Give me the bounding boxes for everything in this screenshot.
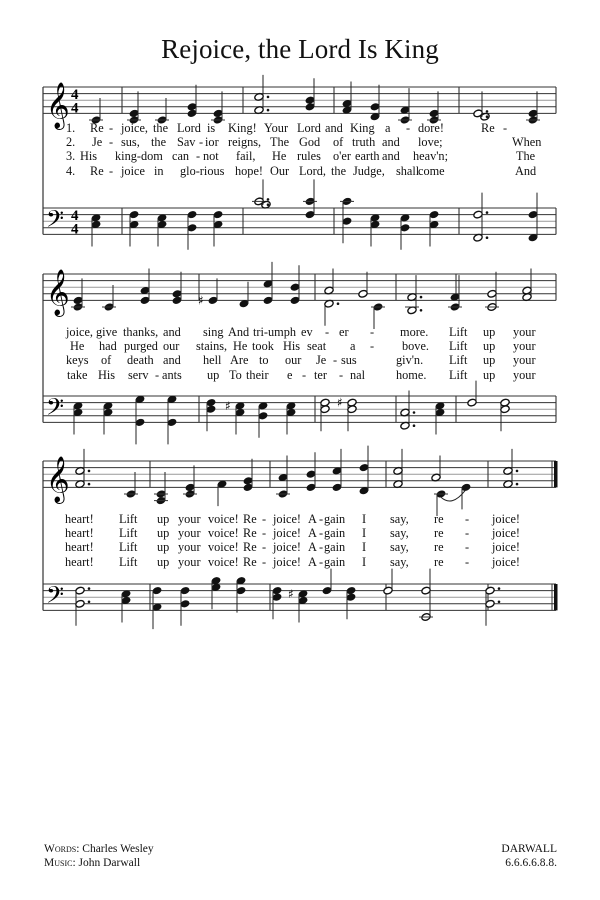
lyric-syllable: ter [314, 367, 327, 382]
lyric-syllable: King! [228, 121, 257, 135]
dot [498, 601, 501, 604]
dot [413, 424, 416, 427]
lyric-syllable: love; [418, 135, 443, 150]
lyric-syllable: your [178, 554, 201, 569]
dot [420, 309, 423, 312]
final-barline [554, 461, 558, 487]
sharp-icon: ♯ [288, 586, 294, 601]
credits [44, 842, 154, 870]
lyric-syllable: can [172, 149, 190, 164]
lyric-syllable: - [333, 353, 338, 368]
lyric-syllable: seat [307, 339, 327, 354]
dot [88, 587, 91, 590]
lyric-syllable: I [362, 526, 367, 541]
lyric-syllable: the [153, 121, 169, 135]
lyric-syllable: and [382, 135, 400, 150]
lyric-syllable: A [308, 512, 317, 526]
lyric-syllable: - [406, 121, 411, 135]
lyric-syllable: heart! [65, 540, 94, 555]
lyric-syllable: - [325, 325, 330, 339]
lyric-syllable: joice! [492, 526, 520, 541]
dot [88, 483, 91, 486]
lyric-syllable: our [163, 339, 180, 354]
lyric-syllable: - [109, 135, 114, 150]
dot [88, 601, 91, 604]
lyric-syllable: - [199, 135, 204, 150]
dot [516, 483, 519, 486]
lyric-syllable: heav'n; [413, 149, 448, 164]
lyric-syllable: reigns, [228, 135, 262, 150]
time-signature: 4 [71, 208, 79, 225]
lyric-syllable: giv'n. [396, 353, 424, 368]
lyric-syllable: Lift [449, 353, 468, 368]
time-signature: 4 [71, 87, 79, 104]
dot [498, 587, 501, 590]
lyric-syllable: up [483, 339, 496, 354]
dot [420, 296, 423, 299]
lyric-syllable: re [434, 526, 444, 541]
lyric-syllable: - [196, 149, 201, 164]
lyric-syllable: joice! [492, 540, 520, 555]
lyric-syllable: up [483, 367, 496, 382]
lyric-syllable: - [109, 163, 114, 178]
tune-name: DARWALL [501, 843, 557, 855]
lyric-syllable: 2. [66, 135, 76, 150]
lyric-syllable: of [101, 353, 112, 368]
lyric-syllable: - [370, 339, 375, 354]
dot [413, 411, 416, 414]
words-credit: Words: Charles Wesley [44, 843, 154, 855]
lyric-syllable: glo-rious [180, 163, 225, 178]
lyric-syllable: re [434, 512, 444, 526]
lyric-syllable: say, [390, 512, 409, 526]
lyric-syllable: Our [270, 163, 290, 178]
dot [267, 109, 270, 112]
lyric-syllable: joice! [492, 512, 520, 526]
lyric-syllable: - [319, 540, 324, 555]
lyric-syllable: heart! [65, 554, 94, 569]
music-label: Music [44, 857, 73, 869]
lyric-syllable: bove. [402, 339, 429, 354]
music-author: John Darwall [78, 857, 141, 869]
lyric-syllable: His [80, 149, 98, 164]
lyric-syllable: Lift [449, 367, 468, 382]
lyric-syllable: I [362, 554, 367, 569]
lyric-syllable: er [339, 325, 349, 339]
lyric-syllable: 3. [66, 149, 76, 164]
lyric-syllable: Lift [119, 540, 138, 555]
lyric-syllable: Je [92, 135, 103, 150]
lyric-syllable: up [483, 325, 496, 339]
lyric-syllable: Re [90, 121, 104, 135]
lyric-syllable: - [262, 512, 267, 526]
bass-clef-icon: 𝄢 [46, 580, 65, 614]
lyric-syllable: dore! [418, 121, 444, 135]
lyric-syllable: took [252, 339, 274, 354]
lyric-syllable: joice! [273, 554, 301, 569]
lyric-syllable: joice [121, 163, 145, 178]
lyric-syllable: up [157, 526, 170, 541]
dot [88, 470, 91, 473]
lyric-syllable: - [302, 367, 307, 382]
dot [486, 236, 489, 239]
lyric-syllable: take [67, 367, 88, 382]
lyric-syllable: joice! [492, 554, 520, 569]
lyric-syllable: home. [396, 367, 427, 382]
lyric-syllable: joice! [273, 526, 301, 541]
sharp-icon: ♯ [337, 395, 343, 410]
dot [267, 198, 270, 201]
dot [337, 302, 340, 305]
lyric-syllable: Sav [177, 135, 196, 150]
lyric-syllable: A [308, 540, 317, 555]
lyric-syllable: your [178, 512, 201, 526]
lyric-syllable: 1. [66, 121, 76, 135]
lyric-syllable: not [203, 149, 219, 164]
lyric-syllable: re [434, 540, 444, 555]
lyric-syllable: He [70, 339, 85, 354]
lyric-syllable: Lord [177, 121, 201, 135]
treble-clef-icon: 𝄞 [46, 269, 70, 316]
lyric-syllable: the [151, 135, 167, 150]
lyric-syllable: - [465, 512, 470, 526]
lyric-syllable: Lift [119, 554, 138, 569]
lyric-syllable: To [229, 367, 242, 382]
lyric-syllable: A [308, 526, 317, 541]
lyric-syllable: gain [324, 512, 346, 526]
lyric-syllable: gain [324, 540, 346, 555]
lyric-syllable: truth [352, 135, 376, 150]
lyric-syllable: - [339, 367, 344, 382]
lyric-syllable: and [163, 325, 181, 339]
lyric-syllable: 4. [66, 163, 76, 178]
lyric-syllable: more. [400, 325, 429, 339]
lyric-syllable: - [465, 540, 470, 555]
lyric-syllable: Re [243, 540, 257, 555]
lyric-syllable: ior [205, 135, 219, 150]
lyric-syllable: stains, [196, 339, 228, 354]
lyric-syllable: A [308, 554, 317, 569]
lyric-syllable: And [515, 163, 537, 178]
lyric-syllable: had [99, 339, 117, 354]
lyric-syllable: Your [264, 121, 289, 135]
lyric-syllable: their [246, 367, 269, 382]
lyric-syllable: Lift [449, 325, 468, 339]
bass-clef-icon: 𝄢 [46, 204, 65, 238]
lyric-syllable: And [228, 325, 250, 339]
lyric-syllable: thanks, [123, 325, 159, 339]
lyric-syllable: Re [90, 163, 104, 178]
lyric-syllable: up [157, 554, 170, 569]
lyric-syllable: death [127, 353, 154, 368]
lyric-syllable: your [513, 353, 536, 368]
lyric-syllable: I [362, 512, 367, 526]
final-barline [554, 584, 558, 610]
lyric-syllable: say, [390, 526, 409, 541]
time-signature: 4 [71, 221, 79, 238]
lyric-syllable: He [233, 339, 248, 354]
lyric-syllable: Lord [297, 121, 321, 135]
lyric-syllable: Je [316, 353, 327, 368]
lyric-syllable: say, [390, 554, 409, 569]
bass-clef-icon: 𝄢 [46, 392, 65, 426]
lyric-syllable: say, [390, 540, 409, 555]
lyric-syllable: ev [301, 325, 313, 339]
words-label: Words [44, 843, 77, 855]
dot [486, 110, 489, 113]
lyric-syllable: is [207, 121, 216, 135]
lyric-syllable: sus, [121, 135, 140, 150]
lyric-syllable: Are [230, 353, 249, 368]
lyric-syllable: The [516, 149, 536, 164]
lyric-syllable: voice! [208, 554, 239, 569]
lyric-syllable: voice! [208, 540, 239, 555]
lyric-syllable: your [513, 367, 536, 382]
lyric-syllable: re [434, 554, 444, 569]
lyric-syllable: His [283, 339, 301, 354]
lyric-syllable: your [178, 526, 201, 541]
lyric-syllable: - [109, 121, 114, 135]
lyric-syllable: heart! [65, 526, 94, 541]
lyric-syllable: rules [297, 149, 321, 164]
lyric-syllable: nal [350, 367, 366, 382]
lyric-syllable: - [370, 325, 375, 339]
lyric-syllable: hope! [235, 163, 263, 178]
lyric-syllable: a [385, 121, 391, 135]
lyric-syllable: Re [243, 554, 257, 569]
lyric-syllable: Lift [449, 339, 468, 354]
sharp-icon: ♯ [198, 293, 204, 308]
lyric-syllable: - [465, 526, 470, 541]
lyric-syllable: Re [243, 512, 257, 526]
lyric-syllable: I [362, 540, 367, 555]
lyric-syllable: up [207, 367, 220, 382]
dot [267, 96, 270, 99]
lyric-syllable: Lord, [299, 163, 326, 178]
lyric-syllable: - [262, 540, 267, 555]
dot [486, 115, 489, 118]
lyric-syllable: joice, [121, 121, 148, 135]
lyric-syllable: joice! [273, 512, 301, 526]
lyric-syllable: a [350, 339, 356, 354]
dot [516, 470, 519, 473]
lyric-syllable: Re [243, 526, 257, 541]
lyric-syllable: give [96, 325, 118, 339]
lyric-syllable: He [272, 149, 287, 164]
lyric-syllable: ants [162, 367, 182, 382]
lyric-syllable: Lift [119, 526, 138, 541]
lyric-syllable: - [503, 121, 508, 135]
lyric-syllable: Judge, [353, 163, 385, 178]
dot [486, 211, 489, 214]
lyric-syllable: your [513, 325, 536, 339]
lyric-syllable: gain [324, 526, 346, 541]
lyric-syllable: the [331, 163, 347, 178]
sharp-icon: ♯ [225, 398, 231, 413]
lyric-syllable: o'er [333, 149, 351, 164]
lyric-syllable: and [325, 121, 343, 135]
lyric-syllable: heart! [65, 512, 94, 526]
lyric-syllable: up [157, 540, 170, 555]
lyric-syllable: joice! [273, 540, 301, 555]
lyric-syllable: gain [324, 554, 346, 569]
lyric-syllable: sing [203, 325, 224, 339]
lyric-syllable: hell [203, 353, 222, 368]
lyric-syllable: to [259, 353, 269, 368]
lyric-syllable: joice, [66, 325, 93, 339]
lyric-syllable: tri-umph [253, 325, 297, 339]
lyric-syllable: - [319, 512, 324, 526]
lyric-syllable: in [154, 163, 164, 178]
lyric-syllable: up [483, 353, 496, 368]
tune-info [501, 842, 557, 870]
lyric-syllable: our [285, 353, 302, 368]
lyric-syllable: earth [355, 149, 380, 164]
lyric-syllable: - [262, 554, 267, 569]
lyric-syllable: your [178, 540, 201, 555]
hymn-title: Rejoice, the Lord Is King [161, 34, 439, 64]
lyric-syllable: your [513, 339, 536, 354]
lyric-syllable: - [262, 526, 267, 541]
lyric-syllable: and [382, 149, 400, 164]
lyric-syllable: purged [124, 339, 158, 354]
lyric-syllable: voice! [208, 512, 239, 526]
meter: 6.6.6.6.8.8. [505, 857, 557, 869]
treble-clef-icon: 𝄞 [46, 456, 70, 503]
lyric-syllable: of [333, 135, 344, 150]
lyric-syllable: keys [66, 353, 89, 368]
lyric-syllable: e [287, 367, 293, 382]
lyric-syllable: King [350, 121, 375, 135]
lyric-syllable: God [299, 135, 321, 150]
lyric-syllable: His [98, 367, 116, 382]
lyric-syllable: - [155, 367, 160, 382]
lyric-syllable: king-dom [115, 149, 163, 164]
lyric-syllable: voice! [208, 526, 239, 541]
lyric-syllable: and [163, 353, 181, 368]
lyric-syllable: The [270, 135, 290, 150]
lyric-syllable: - [319, 526, 324, 541]
lyric-syllable: Re [481, 121, 495, 135]
music-credit: Music: John Darwall [44, 857, 141, 869]
lyric-syllable: sus [341, 353, 357, 368]
lyric-syllable: shall [396, 163, 420, 178]
dot [267, 203, 270, 206]
lyric-syllable: Lift [119, 512, 138, 526]
lyric-syllable: fail, [236, 149, 256, 164]
words-author: Charles Wesley [82, 843, 154, 855]
lyric-syllable: serv [128, 367, 149, 382]
lyric-syllable: up [157, 512, 170, 526]
time-signature: 4 [71, 100, 79, 117]
lyric-syllable: - [465, 554, 470, 569]
treble-clef-icon: 𝄞 [46, 82, 70, 129]
lyric-syllable: When [512, 135, 542, 150]
lyric-syllable: - [319, 554, 324, 569]
lyric-syllable: come [418, 163, 445, 178]
